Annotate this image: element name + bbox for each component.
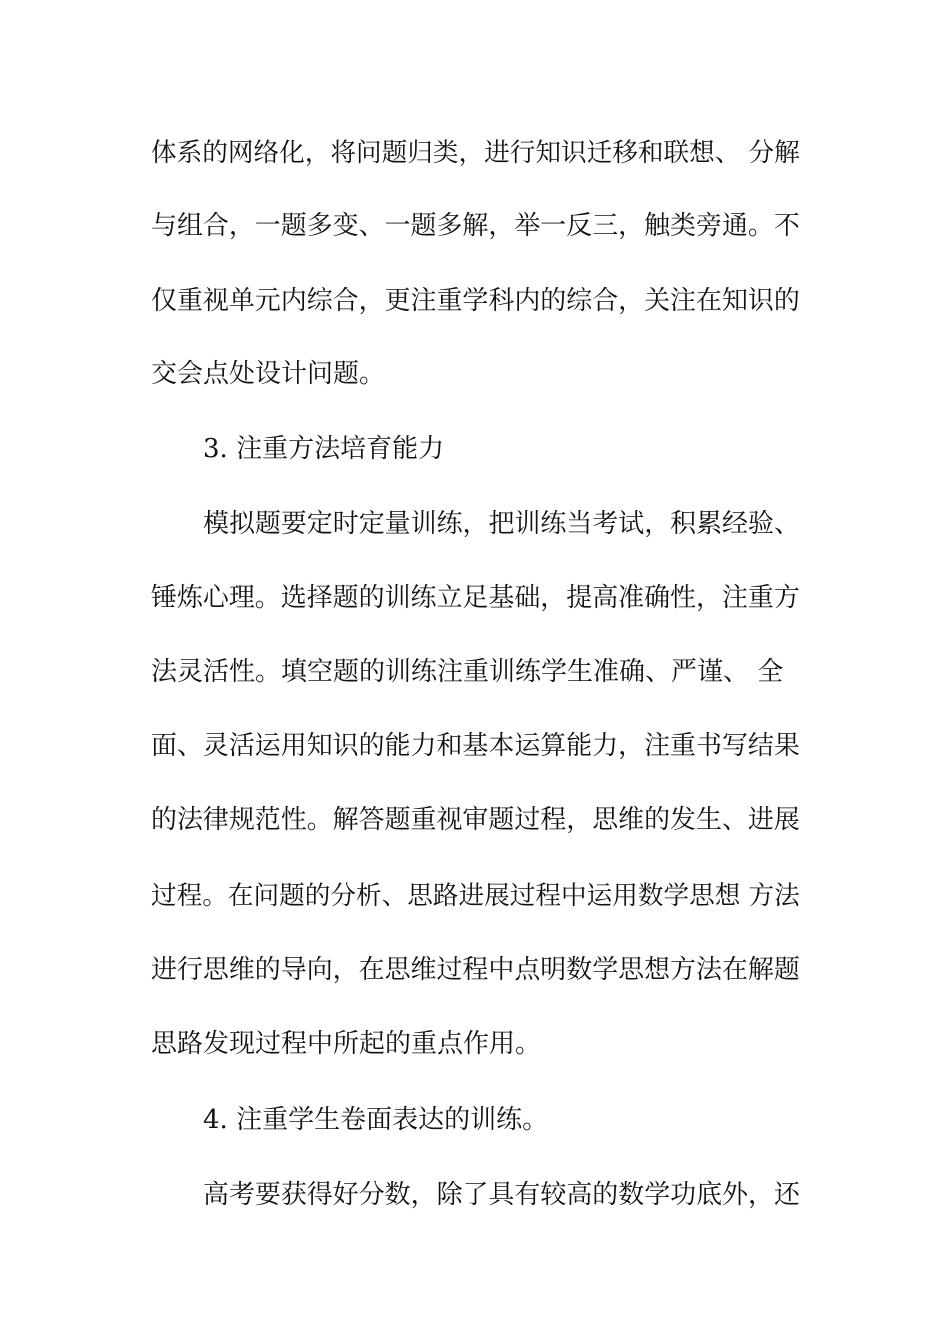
section-heading: 3. 注重方法培育能力 xyxy=(203,434,445,464)
paragraph-line: 交会点处设计问题。 xyxy=(151,359,386,389)
paragraph-line: 锤炼心理。选择题的训练立足基础，提高准确性，注重方 xyxy=(151,583,800,613)
paragraph-line: 的法律规范性。解答题重视审题过程，思维的发生、进展 xyxy=(151,805,800,835)
paragraph-line: 思路发现过程中所起的重点作用。 xyxy=(151,1029,542,1059)
paragraph-line: 过程。在问题的分析、思路进展过程中运用数学思想 方法 xyxy=(151,881,800,911)
paragraph-line: 法灵活性。填空题的训练注重训练学生准确、严谨、 全 xyxy=(151,657,784,687)
paragraph-line: 体系的网络化，将问题归类，进行知识迁移和联想、 分解 xyxy=(151,138,800,168)
section-heading: 4. 注重学生卷面表达的训练。 xyxy=(203,1105,549,1135)
paragraph-line: 模拟题要定时定量训练，把训练当考试，积累经验、 xyxy=(203,509,800,539)
paragraph-line: 进行思维的导向，在思维过程中点明数学思想方法在解题 xyxy=(151,955,800,985)
paragraph-line: 面、灵活运用知识的能力和基本运算能力，注重书写结果 xyxy=(151,731,800,761)
paragraph-line: 仅重视单元内综合，更注重学科内的综合，关注在知识的 xyxy=(151,286,800,316)
paragraph-line: 高考要获得好分数，除了具有较高的数学功底外，还 xyxy=(203,1180,800,1210)
paragraph-line: 与组合，一题多变、一题多解，举一反三，触类旁通。不 xyxy=(151,211,800,241)
